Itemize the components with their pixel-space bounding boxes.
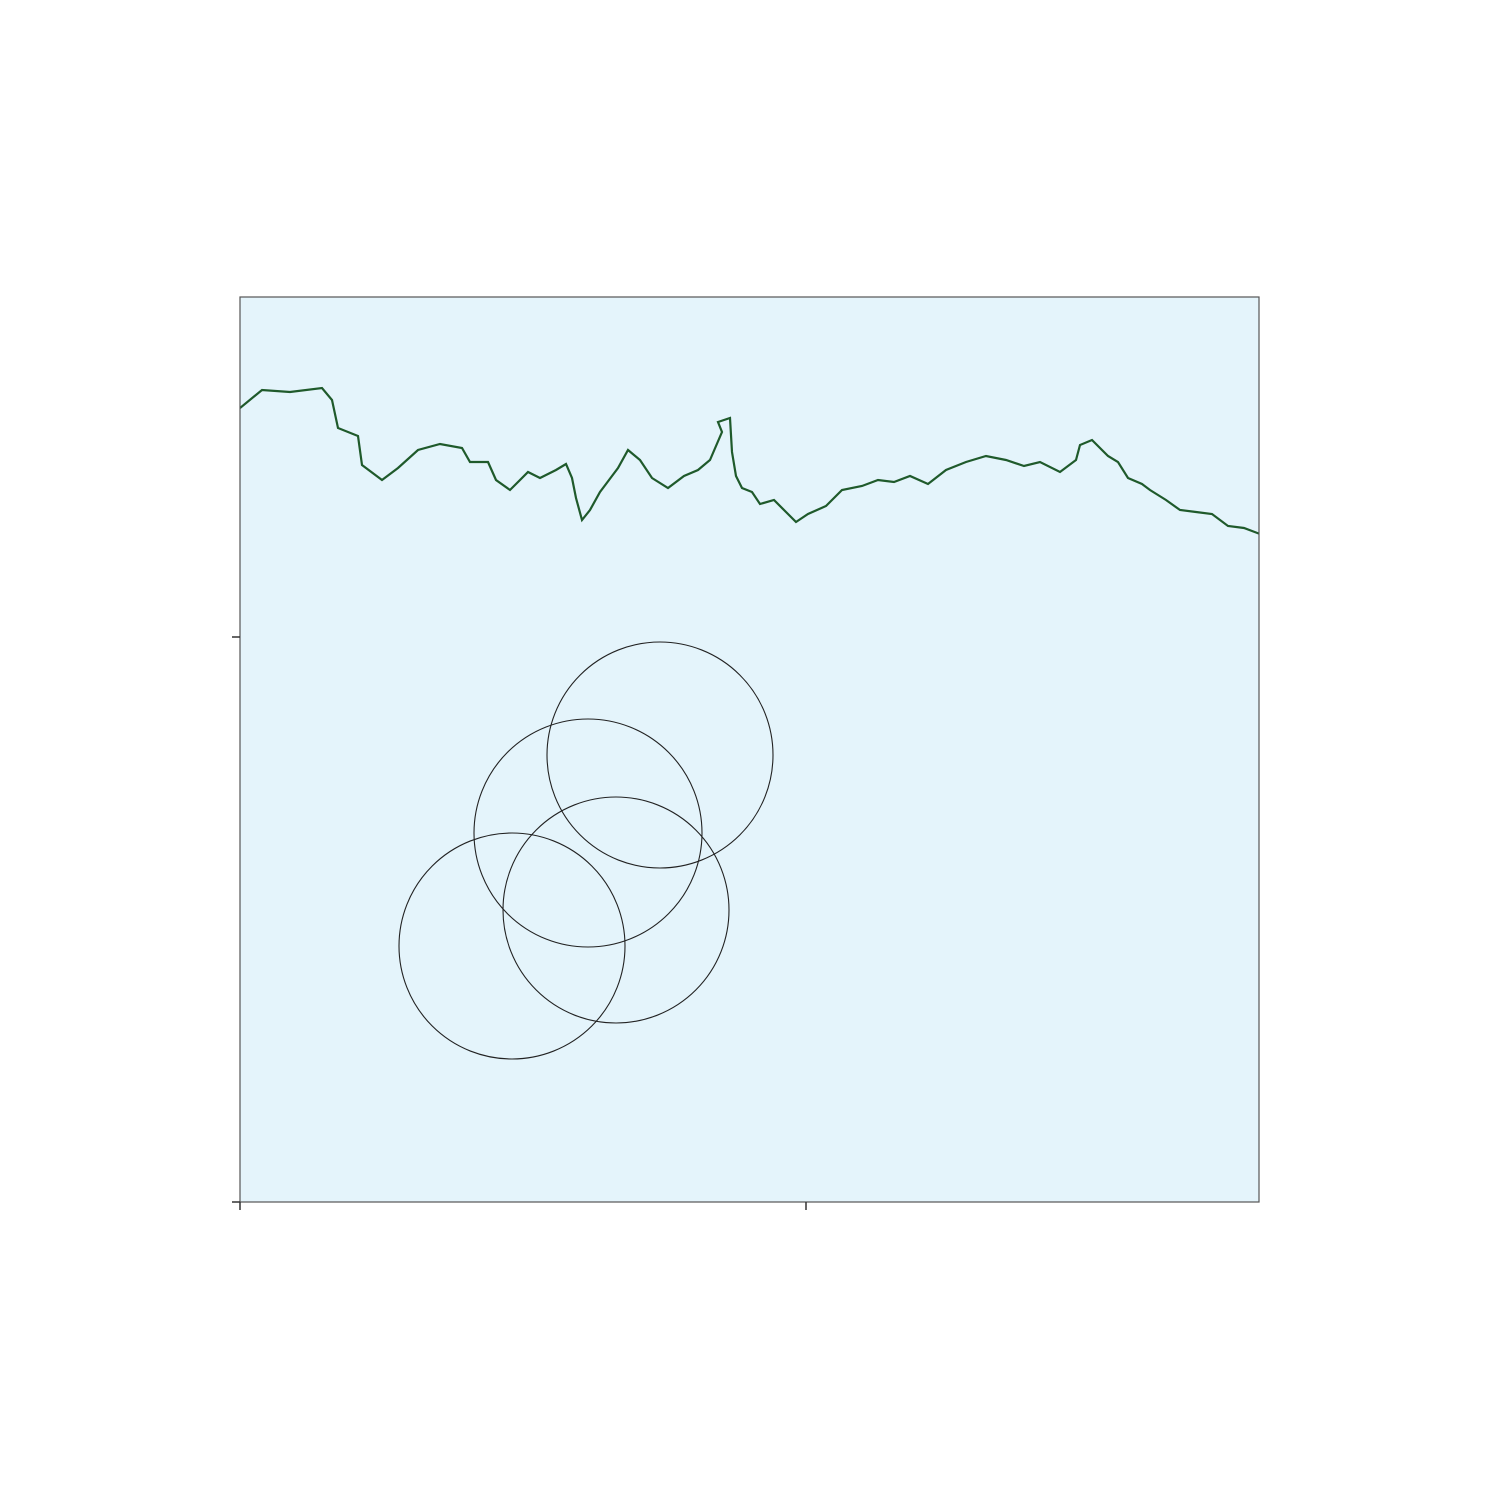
map-panel [240, 297, 1260, 1202]
map-background [240, 297, 1259, 1202]
